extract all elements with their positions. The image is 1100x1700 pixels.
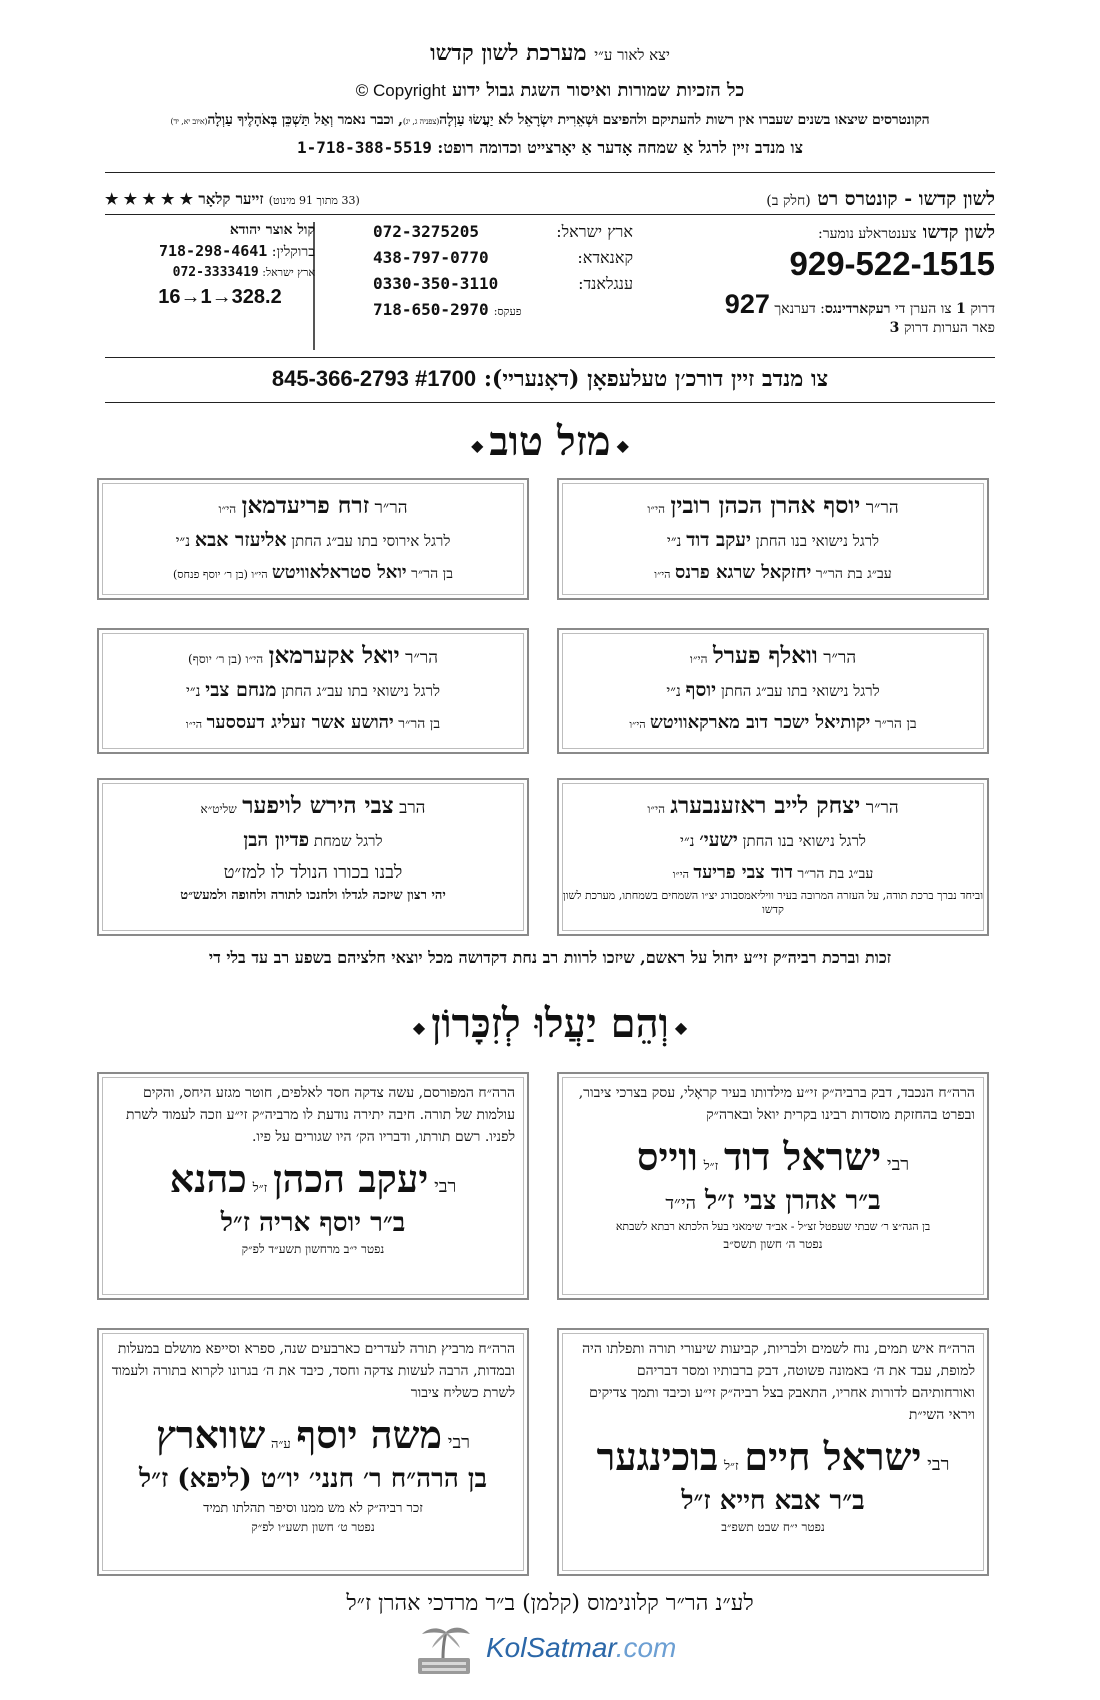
box-family: עב״ג בת הר״ר [815,566,892,582]
england-row [373,274,633,300]
box-family: בן הר״ר [411,566,453,582]
warning-ref-2: (איוב יא, יד) [170,117,208,126]
box-detail: לבנו בכורו הנולד לו למז״ט [223,862,403,883]
memorial-box [557,1072,989,1300]
memorial-box [97,1328,529,1576]
memorial-surname: בוכינגער [596,1434,719,1479]
central-phone-number[interactable]: 929-522-1515 [789,245,995,282]
box-suffix: נ״י [680,832,695,850]
box-occasion: לרגל אירוסי בתו עב״ג החתן [291,532,451,550]
box-suffix: הי״ו [218,502,237,516]
box-name: זרח פריעדמאן [241,492,370,519]
memorial-name: יעקב הכהן [273,1156,429,1201]
memorial-surname: ווייס [636,1134,698,1179]
comments-text: פאר הערות דרוק [903,320,995,336]
dial-instructions [665,289,995,320]
memorial-surname: שווארץ [156,1412,266,1457]
regional-numbers [373,222,633,326]
memorial-name: ישראל דוד [723,1134,882,1179]
central-number-block [665,222,995,337]
diamond-icon: ◆ [674,1017,688,1037]
israel-number[interactable]: 072-3275205 [373,222,479,241]
publisher-prefix: יצא לאור ע״י [594,46,670,64]
mazel-tov-box [557,628,989,754]
copyright-text: Copyright © [355,81,446,100]
phone-info [105,222,995,356]
canada-label: קאנאדא: [577,248,633,267]
box-suffix: שליט״א [200,802,237,816]
brooklyn-label: ברוקלין: [271,244,315,260]
fax-number[interactable]: 718-650-2970 [373,300,489,319]
memorial-suffix: ז״ל [252,1181,268,1196]
box-name: צבי הירש לויפער [242,792,394,819]
diamond-icon: ◆ [616,435,629,455]
logo-domain: .com [615,1632,677,1663]
england-label: ענגלאנד: [578,274,633,293]
box-name: יצחק לייב ראזענבערג [670,792,861,819]
divider [105,402,995,403]
memorial-name: משה יוסף [296,1412,442,1457]
donate-phone-text: צו מנדב זיין דורכ׳ן טעלעפאָן (דאָנעריי): [483,366,829,392]
canada-number[interactable]: 438-797-0770 [373,248,489,267]
box-mechutan: יהושע אשר זעליג דעססער [206,712,394,733]
publisher-name: מערכת לשון קדשו [430,40,587,66]
dial-suffix: : דערנאך [774,301,825,317]
dial-code: 927 [724,289,770,319]
box-honorific: הר״ר [374,498,408,518]
memorial-father: בן הרה״ח ר׳ חנני׳ יו״ט (ליפא) ז״ל [138,1464,488,1494]
england-number[interactable]: 0330-350-3110 [373,274,499,293]
memorial-box [97,1072,529,1300]
box-occasion: לרגל נישואי בנו החתן [755,532,880,550]
box-suffix: נ״י [185,682,201,700]
kolsatmar-logo[interactable] [410,1622,700,1678]
clarity-label: זייער קלאָר [198,190,264,208]
episode-title [766,188,995,211]
box-suffix: נ״י [666,682,681,700]
mazel-tov-box [97,628,529,754]
divider [105,357,995,358]
donate-line [60,138,1040,158]
comments-option: 3 [889,320,900,336]
box-blessing: יהי רצון שיזכה לגדלו ולחנכו לתורה ולחופה ולמעש״ט [180,888,446,903]
memorial-father-suffix: הי״ד [665,1193,696,1214]
box-family: עב״ג בת הר״ר [797,866,874,882]
israel-label: ארץ ישראל: [556,222,633,241]
warning-text-b: , וכבר נאמר וְאַל תַּשְׁכֵּן בְּאֹהָלֶיךָ עַוְלָה [207,112,403,128]
box-mechutan: דוד צבי פריעד [693,862,793,883]
star-rating-icon: ★ ★ ★ ★ ★ [105,190,194,208]
box-honorific: הר״ר [865,798,899,818]
divider [105,214,995,215]
episode-rating [105,190,360,209]
memorial-description: הרה״ח איש תמים, נוח לשמים ולבריות, קביעות שיעורי תורה ותפלתו היה למופת, עבד את ה׳ באמונה פשוטה, דבק ברבותיו ומסר דבריהם ואורחותיהם לדורות אחריו, התאבק בצל רביה״ק זי״ע וכיבד ותמך צדיקים ויראי השי״ת [582,1341,975,1423]
rights-text: כל הזכיות שמורות ואיסור השגת גבול ידוע [452,80,745,101]
memorial-lineage: בן הגה״צ ר׳ שבתי שעפטל זצ״ל - אב״ד שימאני בעל הלכתא רבתא לשבתא [615,1220,931,1233]
mazel-tov-box [557,478,989,600]
box-suffix: הי״ו [629,718,646,731]
kol-otzar-block [125,222,315,309]
memorial-father: ב״ר אבא חייא ז״ל [681,1486,865,1516]
box-chosson: מנחם צבי [205,679,277,701]
episode-part: (חלק ב) [766,193,811,209]
mazel-tov-box [97,478,529,600]
box-suffix: הי״ו [647,802,666,816]
box-honorific: הר״ר [865,498,899,518]
kol-otzar-title: קול אוצר יהודא [229,222,315,238]
publisher-line [60,40,1040,66]
canada-row [373,248,633,274]
logo-word: KolSatmar [486,1632,616,1663]
memorial-honorific: רבי [927,1454,950,1475]
comments-instructions [665,320,995,337]
memorial-father: ב״ר אהרן צבי ז״ל [705,1186,881,1216]
blessing-line: זכות וברכת רביה״ק זי״ע יחול על ראשם, שיזכו לרוות רב נחת דקדושה מכל יוצאי חלציהם בשפע רב עד בלי די [208,948,892,967]
central-title: לשון קדשו [922,222,995,243]
memorial-date: נפטר י״ח שבט תשפ״ב [721,1520,825,1534]
warning-ref-1: (צפניה ג, יג) [402,117,440,126]
memorial-honorific: רבי [886,1154,910,1175]
box-chosson: יעקב דוד [686,529,752,551]
box-name: וואלף פערל [712,642,818,669]
box-honorific: הר״ר [823,648,857,668]
box-chosson: ישעי׳ [699,829,738,851]
kol-israel-number[interactable]: 072-3333419 [172,265,259,280]
dedication-line: לע״נ הר״ר קלונימוס (קלמן) ב״ר מרדכי אהרן ז״ל [346,1591,754,1616]
box-suffix: הי״ו (בן ר׳ יוסף) [187,652,264,666]
memorial-date: נפטר ה׳ חשון תשס״ב [723,1237,823,1251]
fax-label: פעקס: [493,305,522,318]
israel-row [373,222,633,248]
donate-phone[interactable]: 1-718-388-5519 [296,138,432,157]
dial-mid: צו הערן די [895,301,952,317]
diamond-icon: ◆ [412,1017,426,1037]
donate-text: צו מנדב זיין לרגל אַ שמחה אָדער אַ יאָרצייט וכדומה רופט: [437,138,804,157]
memorial-suffix: ז״ל [723,1459,739,1474]
box-honorific: הרב [399,798,426,818]
logo-text [486,1632,676,1664]
kol-israel-label: ארץ ישראל: [262,266,315,279]
memorial-title [0,1000,1100,1047]
diamond-icon: ◆ [471,435,484,455]
episode-title-text: לשון קדשו - קונטרס רט [817,188,995,210]
fax-row [373,300,633,326]
memorial-note: זכר רביה״ק לא מש ממנו וסיפר תהלתו תמיד [203,1501,423,1516]
mazel-tov-title [0,418,1100,465]
memorial-date: נפטר י״ב מרחשון תשע״ד לפ״ק [241,1242,385,1256]
box-occasion: לרגל נישואי בתו עב״ג החתן [281,682,440,700]
dial-recordings: רעקארדינגס [824,301,891,317]
mazel-tov-box [97,778,529,936]
box-mechutan: יחזקאל שרגא פרנס [674,562,812,583]
box-occasion: לרגל נישואי בנו החתן [742,832,866,850]
mazel-tov-box [557,778,989,936]
memorial-honorific: רבי [447,1432,470,1453]
palm-tree-icon [410,1622,480,1678]
warning-text: הקונטרסים שיצאו בשנים שעברו אין רשות להעתיקם ולהפיצם וּשְׁאֵרִית יִשְׂרָאֵל לֹא יַעֲשׂוּ עַוְלָה [439,112,930,128]
box-mechutan: יקותיאל ישכר דוב מארקאוויטש [650,712,871,733]
memorial-description: הרה״ח הנכבד, דבק ברביה״ק זי״ע מילדותו בעיר קראָלי, עסק בצרכי ציבור, ובפרט בהחזקת מוסדות רבינו בקרית יואל ובארה״ק [578,1085,975,1123]
donate-phone-line [105,366,995,392]
box-suffix: הי״ו [185,718,203,731]
box-occasion: לרגל שמחת [313,832,383,850]
memorial-surname: כהנא [169,1156,247,1201]
divider [105,172,995,173]
box-event: פדיון הבן [243,829,310,851]
memorial-box [557,1328,989,1576]
rights-line [60,80,1040,101]
memorial-description: הרה״ח המפורסם, עשה צדקה חסד לאלפים, חוטר מגזע היחס, והקים עולמות של תורה. חיבה יתירה נודעת לו מרביה״ק זי״ע וזכה לעמוד לשרת לפניו. רשם תורתו, ודבריו הק׳ היו שגורים על פיו. [125,1085,515,1145]
memorial-suffix: ז״ל [703,1159,719,1174]
box-suffix: הי״ו (בן ר׳ יוסף פנחס) [173,568,268,581]
box-family: בן הר״ר [874,716,917,732]
memorial-description: הרה״ח מרביץ תורה לעדרים כארבעים שנה, ספרא וסייפא מושלם במעלות ובמדות, הרבה לעשות צדקה וחסד, כיבד את ה׳ בגרונו לקרוא בתורה ולעמוד לשרת כשליח ציבור [111,1341,515,1401]
box-name: יוסף אהרן הכהן רובין [670,492,861,519]
central-subtitle: צענטראלע נומער: [818,226,917,242]
box-mechutan: יואל סטראלאוויטש [272,562,407,583]
memorial-father: ב״ר יוסף אריה ז״ל [220,1208,406,1238]
episode-duration: (33 מתוך 91 מינוט) [268,194,360,207]
box-footnote: וביחד נברך ברכת תודה, על העזרה המרובה בעיר וויליאמסבורג יצ״ו השמחים בשמחתו, מערכת לשון קדשו [562,889,984,916]
box-suffix: נ״י [666,532,682,550]
box-family: בן הר״ר [398,716,441,732]
box-name: יואל אקערמאן [268,642,400,669]
dial-option-1: 1 [956,301,966,317]
box-suffix: הי״ו [689,652,708,666]
memorial-suffix: ע״ה [270,1437,291,1452]
mazel-tov-title-text: מזל טוב [489,418,611,465]
box-occasion: לרגל נישואי בתו עב״ג החתן [720,682,880,700]
box-suffix: הי״ו [654,568,671,581]
box-suffix: נ״י [175,532,191,550]
brooklyn-number[interactable]: 718-298-4641 [158,242,268,260]
dial-prefix: דרוק [970,301,995,317]
warning-line [60,112,1040,129]
box-chosson: יוסף [685,679,717,701]
kol-dial-path: 16→1→328.2 [158,286,282,308]
box-suffix: הי״ו [647,502,666,516]
donate-phone-number[interactable]: 845-366-2793 #1700 [271,366,477,391]
memorial-title-text: וְהֵם יַעֲלוּ לְזִכָּרוֹן [431,1000,669,1047]
episode-bar [105,184,995,212]
memorial-honorific: רבי [434,1176,457,1197]
box-chosson: אליעזר אבא [194,529,287,551]
memorial-name: ישראל חיים [744,1434,922,1479]
box-suffix: הי״ו [672,868,689,881]
memorial-date: נפטר ט׳ חשון תשע״ו לפ״ק [251,1520,375,1534]
box-honorific: הר״ר [405,648,439,668]
